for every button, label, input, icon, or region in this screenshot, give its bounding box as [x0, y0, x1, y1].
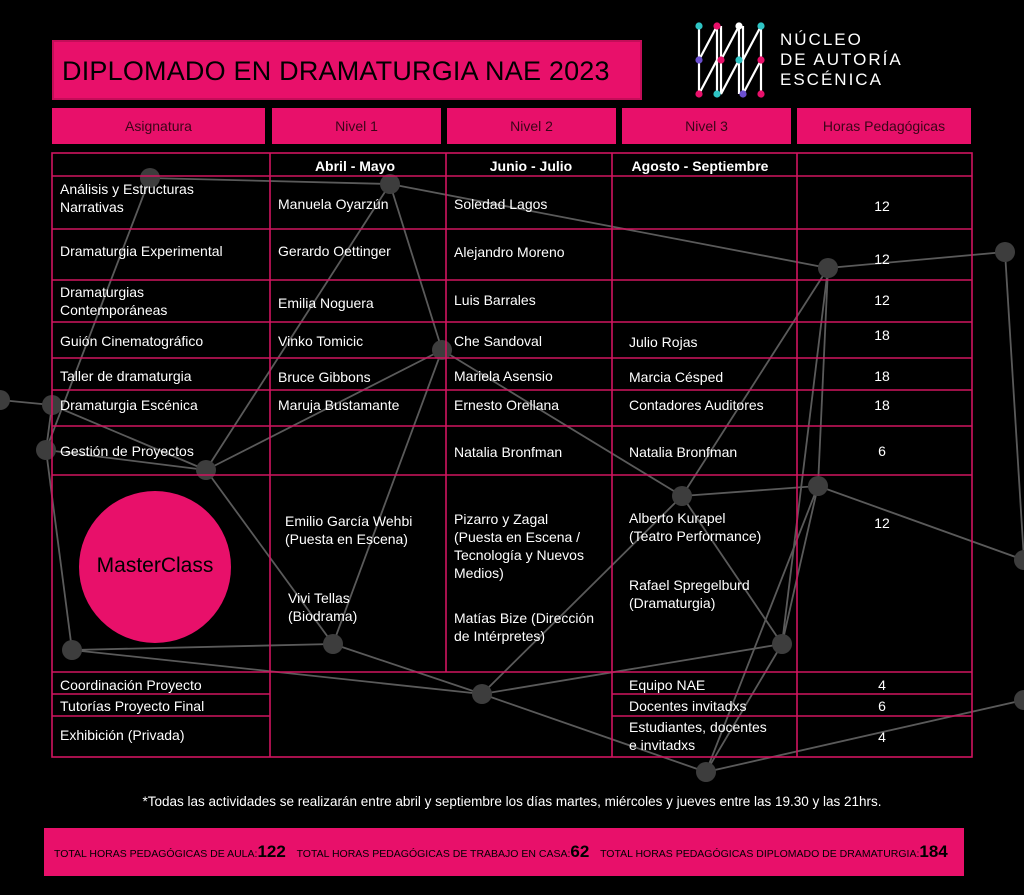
total-diplomado-value: 184 [919, 842, 948, 861]
masterclass-nivel-1-b: Vivi Tellas (Biodrama) [288, 590, 358, 624]
row-nivel-2: Luis Barrales [454, 292, 536, 308]
row-nivel-3: Marcia Césped [629, 369, 724, 385]
row-hours: 18 [874, 397, 890, 413]
total-aula-label: TOTAL HORAS PEDAGÓGICAS DE AULA: [54, 848, 258, 860]
final-row-nivel-3: Docentes invitadxs [629, 698, 747, 714]
row-nivel-2: Alejandro Moreno [454, 244, 565, 260]
row-subject: Gestión de Proyectos [60, 443, 194, 459]
page-title: DIPLOMADO EN DRAMATURGIA NAE 2023 [52, 40, 642, 100]
final-row-subject: Exhibición (Privada) [60, 727, 185, 743]
masterclass-nivel-3-a: Alberto Kurapel (Teatro Performance) [629, 510, 762, 544]
total-casa-value: 62 [570, 842, 590, 861]
total-diplomado-label: TOTAL HORAS PEDAGÓGICAS DIPLOMADO DE DRAMATURGIA: [600, 848, 920, 860]
final-row-nivel-3: Equipo NAE [629, 677, 706, 693]
period-nivel-2: Junio - Julio [489, 158, 573, 174]
final-row-subject: Coordinación Proyecto [60, 677, 202, 693]
row-nivel-1: Emilia Noguera [278, 295, 374, 311]
row-nivel-1: Maruja Bustamante [278, 397, 400, 413]
period-nivel-3: Agosto - Septiembre [631, 158, 769, 174]
row-nivel-2: Natalia Bronfman [454, 444, 563, 460]
schedule-note: *Todas las actividades se realizarán entre abril y septiembre los días martes, miércoles y jueves entre las 19.30 y las 21hrs. [142, 794, 882, 809]
totals-bar [44, 828, 964, 876]
header-nivel-2: Nivel 2 [447, 108, 616, 144]
row-nivel-1: Vinko Tomicic [278, 333, 364, 349]
row-subject: Taller de dramaturgia [60, 368, 192, 384]
final-row-nivel-3: Estudiantes, docentes e invitadxs [629, 719, 767, 753]
period-nivel-1: Abril - Mayo [314, 158, 396, 174]
row-nivel-2: Soledad Lagos [454, 196, 548, 212]
row-nivel-2: Ernesto Orellana [454, 397, 560, 413]
header-nivel-3: Nivel 3 [622, 108, 791, 144]
masterclass-nivel-3-b: Rafael Spregelburd (Dramaturgia) [629, 577, 750, 611]
masterclass-label: MasterClass [96, 554, 214, 577]
row-nivel-1: Manuela Oyarzún [278, 196, 389, 212]
final-row-hours: 4 [878, 677, 886, 693]
logo-line-1: NÚCLEO [780, 30, 863, 49]
row-nivel-3: Contadores Auditores [629, 397, 764, 413]
masterclass-hours: 12 [874, 515, 890, 531]
header-horas: Horas Pedagógicas [797, 108, 971, 144]
row-subject: Dramaturgias Contemporáneas [60, 284, 168, 318]
row-nivel-1: Gerardo Oettinger [278, 243, 391, 259]
row-nivel-2: Mariela Asensio [454, 368, 553, 384]
masterclass-nivel-1-a: Emilio García Wehbi (Puesta en Escena) [285, 513, 413, 547]
row-subject: Dramaturgia Experimental [60, 243, 223, 259]
row-nivel-3: Julio Rojas [629, 334, 698, 350]
masterclass-nivel-2-b: Matías Bize (Dirección de Intérpretes) [454, 610, 595, 644]
final-row-subject: Tutorías Proyecto Final [60, 698, 205, 714]
final-row-hours: 6 [878, 698, 886, 714]
row-subject: Guión Cinematográfico [60, 333, 204, 349]
row-hours: 18 [874, 368, 890, 384]
header-nivel-1: Nivel 1 [272, 108, 441, 144]
row-hours: 12 [874, 198, 890, 214]
row-nivel-3: Natalia Bronfman [629, 444, 738, 460]
row-subject: Análisis y Estructuras Narrativas [60, 181, 194, 215]
row-hours: 12 [874, 251, 890, 267]
total-aula-value: 122 [257, 842, 286, 861]
row-subject: Dramaturgia Escénica [60, 397, 198, 413]
final-row-hours: 4 [878, 729, 886, 745]
header-asignatura: Asignatura [52, 108, 265, 144]
logo-line-3: ESCÉNICA [780, 70, 883, 89]
row-nivel-1: Bruce Gibbons [278, 369, 371, 385]
total-casa-label: TOTAL HORAS PEDAGÓGICAS DE TRABAJO EN CASA: [296, 848, 571, 860]
row-hours: 12 [874, 292, 890, 308]
row-nivel-2: Che Sandoval [454, 333, 542, 349]
row-hours: 6 [878, 443, 886, 459]
logo-line-2: DE AUTORÍA [780, 50, 903, 69]
row-hours: 18 [874, 327, 890, 343]
masterclass-nivel-2-a: Pizarro y Zagal (Puesta en Escena / Tecnología y Nuevos Medios) [454, 511, 584, 581]
